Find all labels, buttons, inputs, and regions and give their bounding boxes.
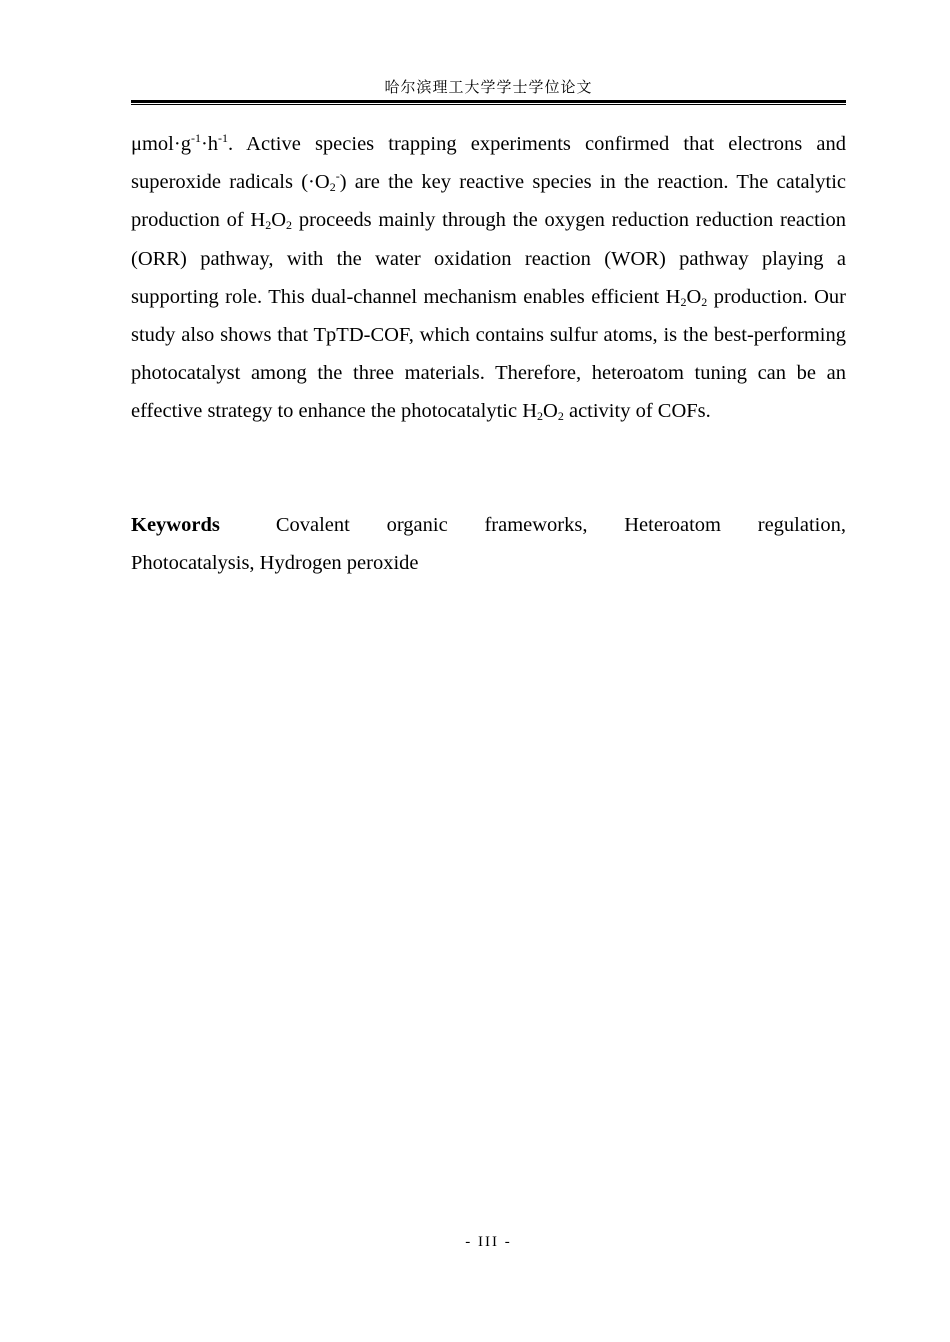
subscript: 2 xyxy=(329,180,336,195)
page-number: - III - xyxy=(465,1234,512,1250)
text-run: O xyxy=(686,285,702,308)
superscript: -1 xyxy=(218,131,229,145)
header-rule-thick xyxy=(131,100,846,103)
subscript: 2 xyxy=(680,294,687,309)
superscript: - xyxy=(335,169,340,184)
unit-base: μmol·g xyxy=(131,133,191,155)
subscript: 2 xyxy=(265,218,272,233)
subscript: 2 xyxy=(701,294,708,309)
text-run: . Active species trapping experiments confirmed that electrons and superoxide radicals (·O xyxy=(131,133,846,194)
text-run: O xyxy=(271,209,287,232)
text-run: proceeds mainly through the oxygen reduction reduction reaction (ORR) pathway, with the water oxidation reaction (WOR) pathway playing a supporting role. This dual-channel mechanism enables efficient H xyxy=(131,209,846,308)
keywords-block xyxy=(131,506,846,582)
subscript: 2 xyxy=(286,218,293,233)
text-run: O xyxy=(543,400,558,423)
keywords-label: Keywords xyxy=(131,514,220,536)
text-run: production. Our study also shows that TpTD-COF, which contains sulfur atoms, is the best-performing photocatalyst among the three materials. Therefore, heteroatom tuning can be an effective strategy to enhance the photocatalytic H xyxy=(131,285,846,423)
keywords-list: Covalent organic frameworks, Heteroatom regulation, Photocatalysis, Hydrogen peroxide xyxy=(131,514,846,575)
abstract-paragraph xyxy=(131,125,846,431)
text-run: ) are the key reactive species in the reaction. The catalytic production of H xyxy=(131,171,846,232)
page-header: 哈尔滨理工大学学士学位论文 xyxy=(384,80,593,96)
subscript: 2 xyxy=(537,409,544,424)
header-rule-thin xyxy=(131,104,846,105)
subscript: 2 xyxy=(557,409,564,424)
superscript: -1 xyxy=(190,131,201,145)
text-run: activity of COFs. xyxy=(563,400,711,423)
unit-mid: ·h xyxy=(200,133,219,155)
